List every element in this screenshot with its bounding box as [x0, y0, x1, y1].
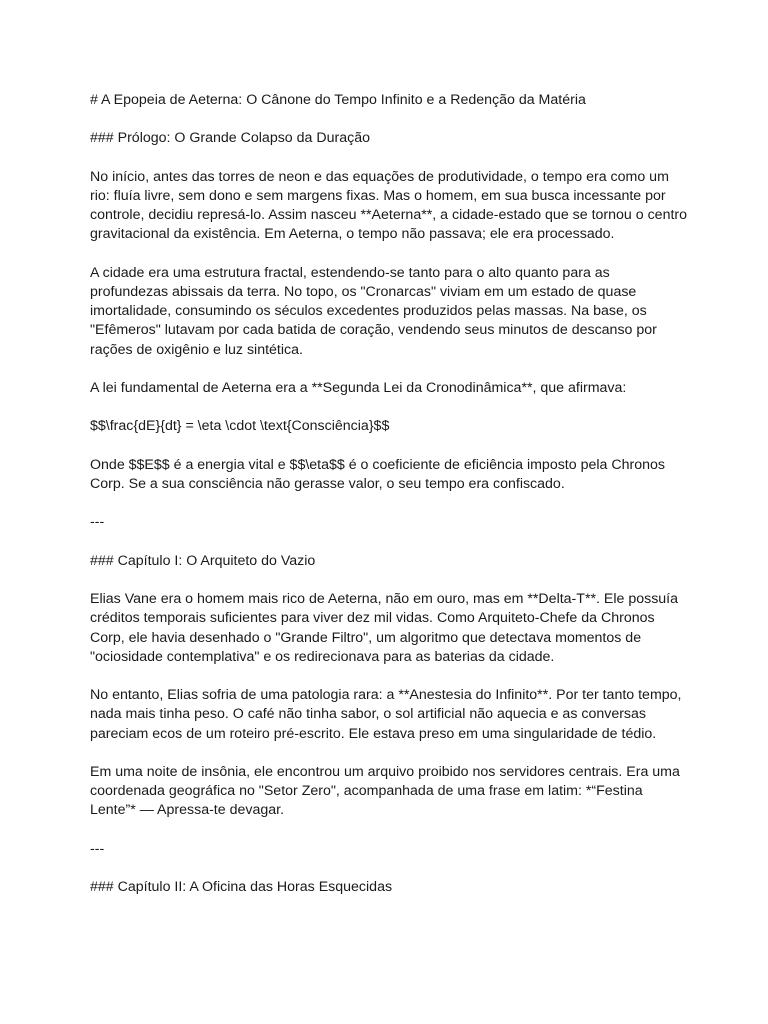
- document-title: # A Epopeia de Aeterna: O Cânone do Tempo Infinito e a Redenção da Matéria: [90, 92, 586, 108]
- paragraph: No início, antes das torres de neon e das equações de produtividade, o tempo era como um rio: fluía livre, sem dono e sem margens fixas. Mas o homem, em sua busca incessante por controle, decidiu represá-lo. Assim nasceu **Aeterna**, a cidade-estado que se tornou o centro gravitacional da existência. Em Aeterna, o tempo não passava; ele era processado.: [90, 168, 688, 243]
- paragraph: A lei fundamental de Aeterna era a **Segunda Lei da Cronodinâmica**, que afirmava:: [90, 379, 627, 396]
- document-body: [90, 91, 690, 917]
- section-separator: ---: [90, 840, 105, 857]
- chapter-1-heading: ### Capítulo I: O Arquiteto do Vazio: [90, 552, 316, 569]
- prologue-heading: ### Prólogo: O Grande Colapso da Duração: [90, 130, 370, 147]
- paragraph: Elias Vane era o homem mais rico de Aeterna, não em ouro, mas em **Delta-T**. Ele possuía créditos temporais suficientes para viver dez mil vidas. Como Arquiteto-Chefe da Chronos Corp, ele havia desenhado o "Grande Filtro", um algoritmo que detectava momentos de "ociosidade contemplativa" e os redirecionava para as baterias da cidade.: [90, 591, 679, 665]
- paragraph: Em uma noite de insônia, ele encontrou um arquivo proibido nos servidores centrais. Era uma coordenada geográfica no "Setor Zero", acompanhada de uma frase em latim: *“Festina Lente”* — Apressa-te devagar.: [90, 763, 680, 819]
- paragraph: No entanto, Elias sofria de uma patologia rara: a **Anestesia do Infinito**. Por ter tanto tempo, nada mais tinha peso. O café não tinha sabor, o sol artificial não aquecia e as conversas pareciam ecos de um roteiro pré-escrito. Ele estava preso em uma singularidade de tédio.: [90, 687, 682, 742]
- chapter-2-heading: ### Capítulo II: A Oficina das Horas Esquecidas: [90, 879, 393, 896]
- paragraph: A cidade era uma estrutura fractal, estendendo-se tanto para o alto quanto para as profundezas abissais da terra. No topo, os "Cronarcas" viviam em um estado de quase imortalidade, consumindo os séculos excedentes produzidos pelas massas. Na base, os "Efêmeros" lutavam por cada batida de coração, vendendo seus minutos de descanso por rações de oxigênio e luz sintética.: [90, 264, 657, 358]
- section-separator: ---: [90, 514, 105, 531]
- formula: $$\frac{dE}{dt} = \eta \cdot \text{Consciência}$$: [90, 418, 390, 435]
- paragraph: Onde $$E$$ é a energia vital e $$\eta$$ é o coeficiente de eficiência imposto pela Chronos Corp. Se a sua consciência não gerasse valor, o seu tempo era confiscado.: [90, 456, 665, 492]
